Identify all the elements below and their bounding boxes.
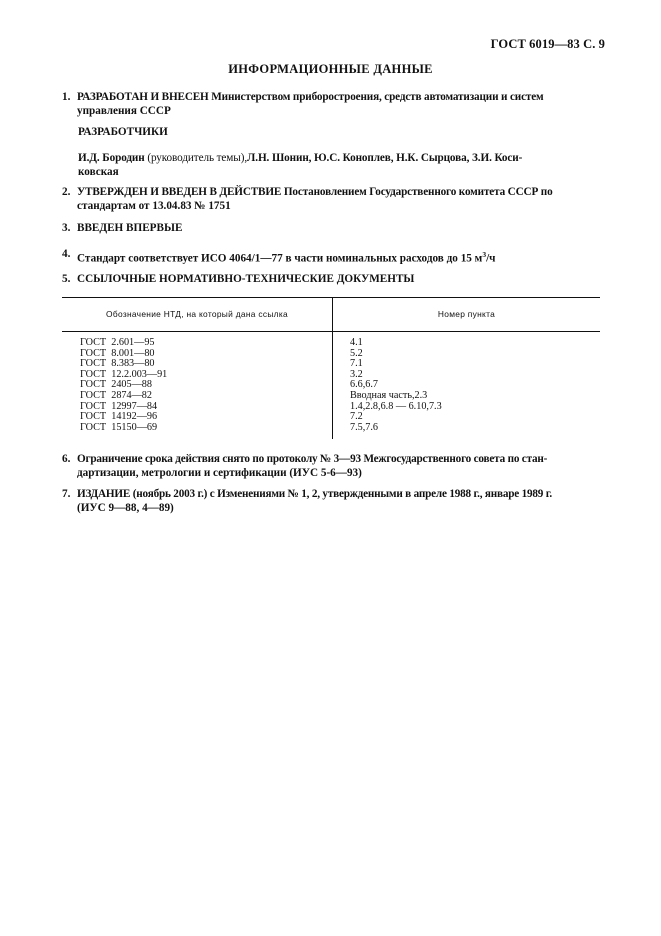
item-4-text-main: Стандарт соответствует ИСО 4064/1—77 в части номинальных расходов до 15 м: [77, 252, 483, 265]
item-7-line-1: ИЗДАНИЕ (ноябрь 2003 г.) с Изменениями № 1, 2, утвержденными в апреле 1988 г., январе 1989 г.: [77, 488, 553, 500]
table-row-document: ГОСТ 14192—96: [80, 411, 158, 423]
table-row-document: ГОСТ 12997—84: [80, 400, 158, 412]
table-clause-column: [350, 338, 590, 433]
item-6-line-2: дартизации, метрологии и сертификации (ИУС 5-6—93): [77, 466, 362, 479]
item-7-text: [77, 488, 602, 515]
table-header-clause: Номер пункта: [437, 309, 496, 319]
table-header-document: Обозначение НТД, на который дана ссылка: [106, 309, 288, 319]
table-row-document: ГОСТ 2874—82: [80, 389, 152, 401]
item-1-number: 1.: [62, 91, 71, 103]
table-row-clause: 1.4,2.8,6.8 — 6.10,7.3: [350, 400, 442, 412]
table-row-document: ГОСТ 15150—69: [80, 421, 158, 433]
table-row-clause: 7.1: [350, 358, 363, 370]
table-row-clause: 7.5,7.6: [350, 421, 379, 433]
table-row-document: ГОСТ 2.601—95: [80, 337, 155, 348]
item-1-text: [77, 91, 602, 118]
table-row-clause: 6.6,6.7: [350, 379, 379, 391]
item-2-line-1: УТВЕРЖДЕН И ВВЕДЕН В ДЕЙСТВИЕ Постановлением Государственного комитета СССР по: [77, 186, 553, 198]
table-row-clause: 7.2: [350, 411, 363, 423]
table-row-document: ГОСТ 2405—88: [80, 379, 152, 391]
item-3-text: ВВЕДЕН ВПЕРВЫЕ: [77, 222, 183, 234]
item-2-number: 2.: [62, 186, 71, 198]
item-4-number: 4.: [62, 248, 71, 260]
table-row-clause: 5.2: [350, 347, 363, 359]
item-6-line-1: Ограничение срока действия снято по протоколу № 3—93 Межгосударственного совета по стан-: [77, 453, 548, 465]
item-5-number: 5.: [62, 273, 71, 285]
item-2-text: [77, 186, 602, 213]
item-1-line-1: РАЗРАБОТАН И ВНЕСЕН Министерством приборостроения, средств автоматизации и систем: [77, 91, 544, 103]
table-row-clause: 4.1: [350, 337, 363, 348]
item-1-line-2: управления СССР: [77, 104, 171, 117]
item-6-text: [77, 453, 602, 480]
table-header-row: [62, 298, 600, 332]
developers-line-1: [78, 152, 603, 166]
item-4-superscript: 3: [482, 250, 487, 259]
item-2-line-2: стандартам от 13.04.83 № 1751: [77, 199, 231, 212]
table-row-document: ГОСТ 8.383—80: [80, 358, 155, 370]
table-row-clause: Вводная часть,2.3: [350, 389, 428, 401]
developers-rest: Л.Н. Шонин, Ю.С. Коноплев, Н.К. Сырцова, З.И. Коси-: [247, 152, 523, 164]
table-column-divider: [332, 298, 333, 439]
table-row-document: ГОСТ 8.001—80: [80, 347, 155, 359]
item-3-number: 3.: [62, 222, 71, 234]
item-4-text-unit: /ч: [486, 252, 496, 265]
item-7-line-2: (ИУС 9—88, 4—89): [77, 501, 174, 514]
document-title: ИНФОРМАЦИОННЫЕ ДАННЫЕ: [228, 62, 433, 76]
table-row-document: ГОСТ 12.2.003—91: [80, 368, 168, 380]
developers-list: [78, 152, 603, 179]
developers-line-2: ковская: [78, 165, 119, 178]
item-4-text: [77, 248, 495, 266]
developer-lead-role: (руководитель темы),: [144, 152, 248, 164]
developer-lead-name: И.Д. Бородин: [78, 152, 145, 164]
developers-heading: РАЗРАБОТЧИКИ: [78, 126, 168, 138]
item-6-number: 6.: [62, 453, 71, 465]
item-5-text: ССЫЛОЧНЫЕ НОРМАТИВНО-ТЕХНИЧЕСКИЕ ДОКУМЕНТЫ: [77, 273, 415, 285]
table-document-column: [80, 338, 320, 433]
item-7-number: 7.: [62, 488, 71, 500]
page-header: ГОСТ 6019—83 С. 9: [490, 37, 605, 51]
table-row-clause: 3.2: [350, 368, 363, 380]
references-table: [62, 297, 600, 439]
